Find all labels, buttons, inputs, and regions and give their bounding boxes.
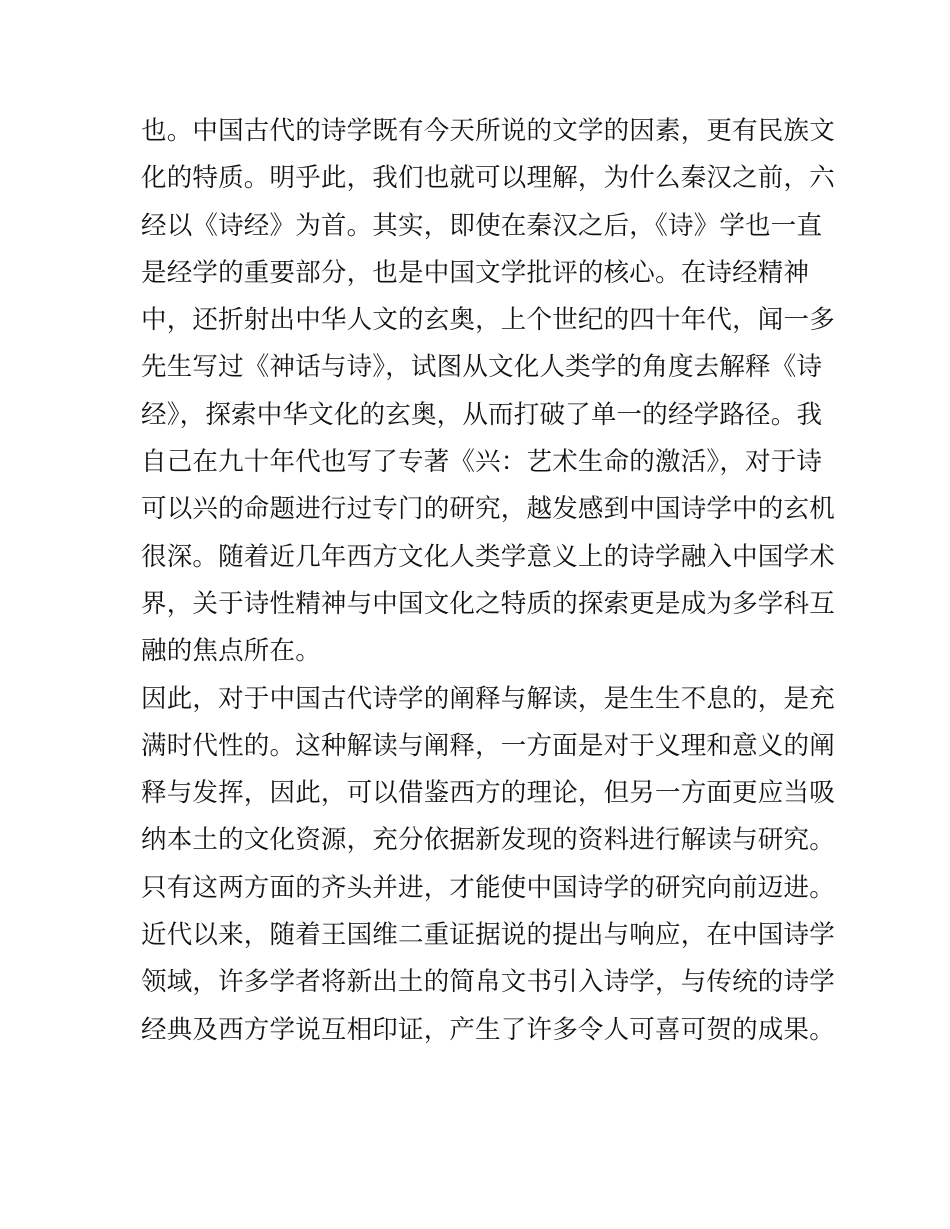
text-line: 界，关于诗性精神与中国文化之特质的探索更是成为多学科互 — [141, 588, 835, 619]
text-line: 近代以来，随着王国维二重证据说的提出与响应，在中国诗学 — [141, 920, 835, 951]
text-line: 经》，探索中华文化的玄奥，从而打破了单一的经学路径。我 — [141, 399, 823, 430]
body-text — [141, 108, 835, 1054]
text-line: 满时代性的。这种解读与阐释，一方面是对于义理和意义的阐 — [141, 730, 835, 761]
text-line: 先生写过《神话与诗》，试图从文化人类学的角度去解释《诗 — [141, 352, 823, 383]
text-line: 领域，许多学者将新出土的简帛文书引入诗学，与传统的诗学 — [141, 967, 835, 998]
text-line: 是经学的重要部分，也是中国文学批评的核心。在诗经精神 — [141, 257, 810, 288]
text-line: 融的焦点所在。 — [141, 636, 321, 667]
text-line: 自己在九十年代也写了专著《兴：艺术生命的激活》，对于诗 — [141, 447, 823, 478]
text-line: 化的特质。明乎此，我们也就可以理解，为什么秦汉之前，六 — [141, 163, 835, 194]
text-line: 中，还折射出中华人文的玄奥，上个世纪的四十年代，闻一多 — [141, 305, 835, 336]
text-line: 因此，对于中国古代诗学的阐释与解读，是生生不息的，是充 — [141, 683, 835, 714]
text-line: 经以《诗经》为首。其实，即使在秦汉之后，《诗》学也一直 — [141, 210, 823, 241]
text-line: 可以兴的命题进行过专门的研究，越发感到中国诗学中的玄机 — [141, 494, 835, 525]
text-line: 经典及西方学说互相印证，产生了许多令人可喜可贺的成果。 — [141, 1014, 835, 1045]
text-line: 释与发挥，因此，可以借鉴西方的理论，但另一方面更应当吸 — [141, 778, 835, 809]
text-line: 只有这两方面的齐头并进，才能使中国诗学的研究向前迈进。 — [141, 872, 835, 903]
text-line: 很深。随着近几年西方文化人类学意义上的诗学融入中国学术 — [141, 541, 835, 572]
text-line: 也。中国古代的诗学既有今天所说的文学的因素，更有民族文 — [141, 116, 835, 146]
text-line: 纳本土的文化资源，充分依据新发现的资料进行解读与研究。 — [141, 825, 835, 856]
